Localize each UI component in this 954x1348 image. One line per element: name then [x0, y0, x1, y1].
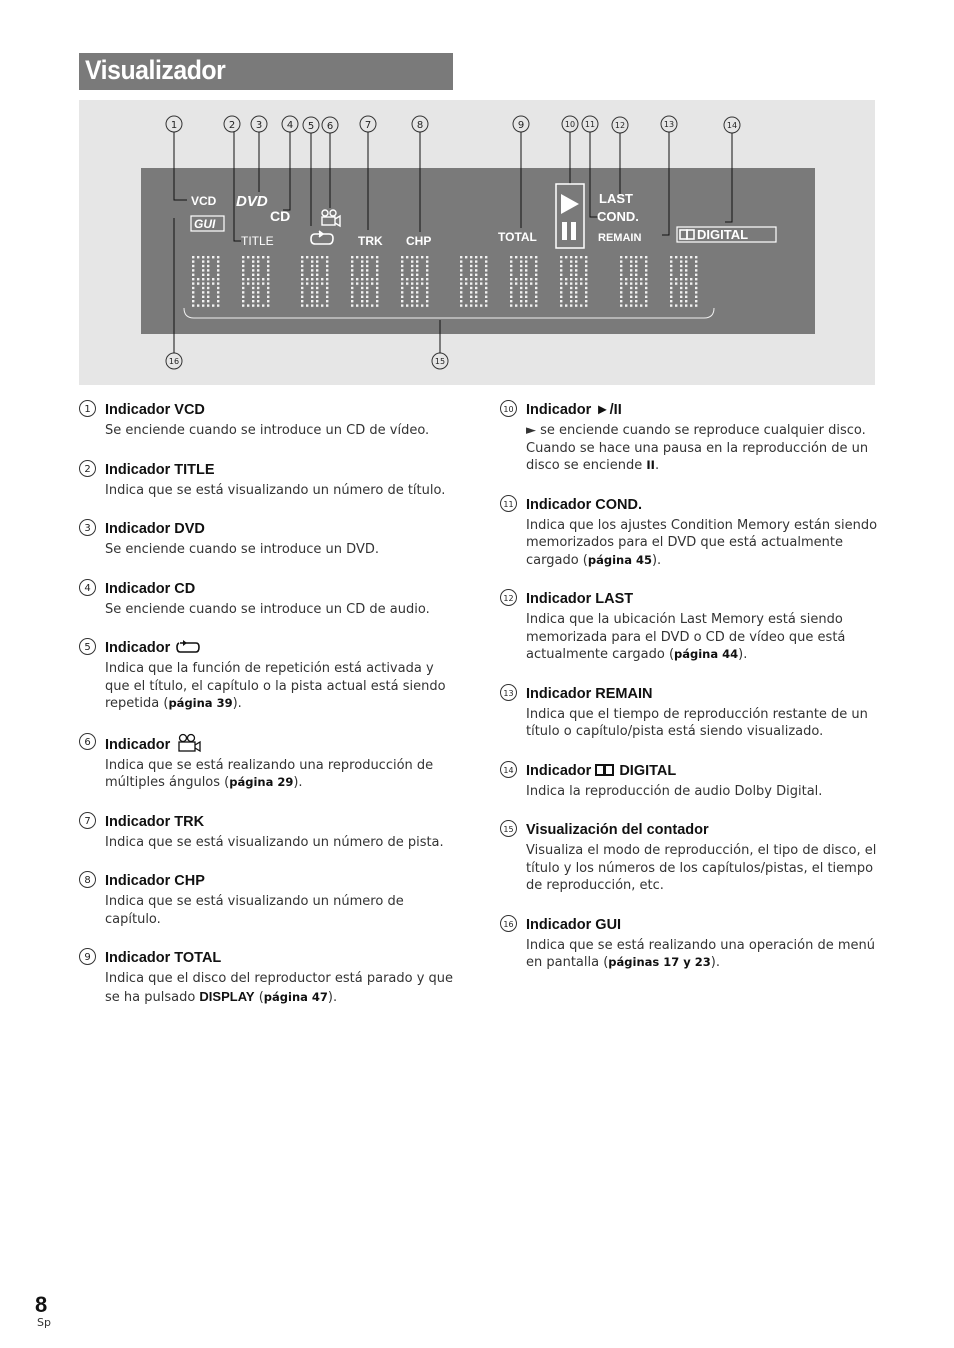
display-panel-illustration — [79, 100, 875, 385]
item-heading: Indicador TITLE — [105, 461, 215, 478]
item-last — [500, 589, 880, 664]
item-number: 8 — [79, 871, 96, 888]
chp-label: CHP — [406, 234, 432, 248]
page-title: Visualizador — [85, 55, 226, 85]
item-cd — [79, 579, 459, 619]
cd-label: CD — [270, 208, 291, 224]
pause-icon: II — [646, 458, 655, 472]
callout-2 — [224, 116, 240, 132]
vcd-label: VCD — [191, 194, 217, 208]
svg-text:1: 1 — [170, 120, 178, 131]
angle-icon — [174, 733, 204, 753]
item-remain — [500, 684, 880, 741]
cond-label: COND. — [597, 209, 639, 224]
svg-text:10: 10 — [564, 120, 576, 129]
callout-3 — [251, 116, 267, 132]
svg-text:2: 2 — [228, 120, 236, 131]
item-description: ► se enciende cuando se reproduce cualquier disco. Cuando se hace una pausa en la reproducción de un disco se enciende II. — [526, 423, 869, 473]
item-counter — [500, 820, 880, 895]
item-number: 7 — [79, 812, 96, 829]
item-vcd — [79, 400, 459, 440]
item-number: 4 — [79, 579, 96, 596]
callout-1 — [166, 116, 182, 132]
svg-text:9: 9 — [517, 120, 525, 131]
item-total — [79, 948, 459, 1006]
page-number: 8 — [35, 1292, 48, 1317]
item-heading: Indicador COND. — [526, 496, 643, 513]
item-number: 1 — [79, 400, 96, 417]
item-heading: Indicador ►/II — [526, 402, 622, 418]
item-description: Indica que se está visualizando un número de pista. — [105, 834, 444, 850]
remain-label: REMAIN — [598, 232, 642, 244]
item-heading: Indicador — [105, 638, 459, 658]
digital-label: DIGITAL — [697, 227, 749, 242]
item-number: 16 — [500, 915, 517, 932]
dolby-icon — [595, 764, 615, 776]
item-description: Se enciende cuando se introduce un DVD. — [105, 542, 379, 557]
item-heading: Indicador DVD — [105, 521, 205, 537]
title-label: TITLE — [241, 234, 274, 248]
item-heading: Visualización del contador — [526, 822, 709, 838]
callout-12 — [612, 117, 628, 133]
item-heading: Indicador REMAIN — [526, 685, 653, 702]
item-description: Indica que se está realizando una reproducción de múltiples ángulos (página 29). — [105, 757, 434, 790]
item-heading: Indicador LAST — [526, 591, 634, 607]
item-number: 14 — [500, 761, 517, 778]
item-heading: Indicador CD — [105, 580, 196, 597]
callout-13 — [661, 116, 677, 132]
gui-label: GUI — [194, 217, 216, 231]
callout-10 — [562, 116, 578, 132]
item-number: 11 — [500, 495, 517, 512]
item-number: 3 — [79, 519, 96, 536]
item-number: 12 — [500, 589, 517, 606]
item-description: Indica la reproducción de audio Dolby Digital. — [526, 783, 823, 799]
indicator-list-left — [79, 400, 459, 1026]
item-heading: Indicador TOTAL — [105, 950, 222, 966]
callout-4 — [282, 116, 298, 132]
item-description: Indica que se está visualizando un número de título. — [105, 482, 446, 498]
svg-text:14: 14 — [726, 121, 738, 130]
item-digital — [500, 761, 880, 801]
dvd-label: DVD — [236, 193, 268, 210]
page-language: Sp — [37, 1316, 51, 1329]
callout-6 — [322, 117, 338, 133]
indicator-list-right — [500, 400, 880, 992]
svg-text:4: 4 — [286, 120, 294, 131]
item-heading: Indicador VCD — [105, 402, 205, 418]
callout-11 — [582, 116, 598, 132]
svg-text:7: 7 — [364, 120, 372, 131]
item-number: 2 — [79, 460, 96, 477]
callout-7 — [360, 116, 376, 132]
svg-text:16: 16 — [168, 357, 180, 366]
callout-5 — [303, 117, 319, 133]
item-play-pause — [500, 400, 880, 475]
total-label: TOTAL — [498, 230, 537, 244]
item-number: 6 — [79, 733, 96, 750]
item-number: 13 — [500, 684, 517, 701]
svg-text:11: 11 — [584, 120, 596, 129]
repeat-icon — [174, 639, 202, 655]
item-dvd — [79, 519, 459, 559]
item-gui — [500, 915, 880, 972]
svg-text:15: 15 — [434, 357, 446, 366]
item-description: Visualiza el modo de reproducción, el tipo de disco, el título y los números de los capítulos/pistas, el tiempo de reproducción, etc. — [526, 843, 877, 893]
svg-text:3: 3 — [255, 120, 263, 131]
svg-text:8: 8 — [416, 120, 424, 131]
svg-text:6: 6 — [326, 121, 334, 132]
item-description: Indica que el disco del reproductor está parado y que se ha pulsado DISPLAY (página 47). — [105, 971, 454, 1005]
item-description: Indica que la función de repetición está activada y que el título, el capítulo o la pista actual está siendo repetida (página 39). — [105, 661, 446, 711]
section-title-bar — [79, 53, 453, 90]
item-heading: Indicador DIGITAL — [526, 762, 677, 779]
item-heading: Indicador — [105, 733, 459, 755]
item-heading: Indicador TRK — [105, 813, 205, 830]
item-chp — [79, 871, 459, 928]
item-number: 10 — [500, 400, 517, 417]
svg-text:13: 13 — [663, 120, 675, 129]
item-heading: Indicador CHP — [105, 873, 205, 889]
item-description: Indica que la ubicación Last Memory está siendo memorizada para el DVD o CD de vídeo que está actualmente cargado (página 44). — [526, 612, 846, 662]
item-description: Se enciende cuando se introduce un CD de vídeo. — [105, 423, 430, 438]
item-description: Indica que se está visualizando un número de capítulo. — [105, 894, 404, 927]
trk-label: TRK — [358, 234, 383, 248]
callout-14 — [724, 117, 740, 133]
item-number: 5 — [79, 638, 96, 655]
item-description: Indica que el tiempo de reproducción restante de un título o capítulo/pista está siendo visualizado. — [526, 706, 868, 739]
callout-9 — [513, 116, 529, 132]
item-number: 9 — [79, 948, 96, 965]
item-description: Indica que se está realizando una operación de menú en pantalla (páginas 17 y 23). — [526, 937, 875, 970]
last-label: LAST — [599, 191, 633, 206]
item-cond — [500, 495, 880, 570]
callout-15 — [432, 353, 448, 369]
item-description: Se enciende cuando se introduce un CD de audio. — [105, 601, 430, 617]
svg-text:5: 5 — [307, 121, 315, 132]
item-angle — [79, 733, 459, 792]
display-diagram — [79, 100, 875, 385]
item-trk — [79, 812, 459, 852]
item-repeat — [79, 638, 459, 713]
item-title — [79, 460, 459, 500]
item-description: Indica que los ajustes Condition Memory están siendo memorizados para el DVD que está actualmente cargado (página 45). — [526, 517, 878, 568]
callout-16 — [166, 353, 182, 369]
svg-text:12: 12 — [614, 121, 626, 130]
item-heading: Indicador GUI — [526, 916, 622, 933]
callout-8 — [412, 116, 428, 132]
item-number: 15 — [500, 820, 517, 837]
pause-icon — [562, 222, 567, 240]
